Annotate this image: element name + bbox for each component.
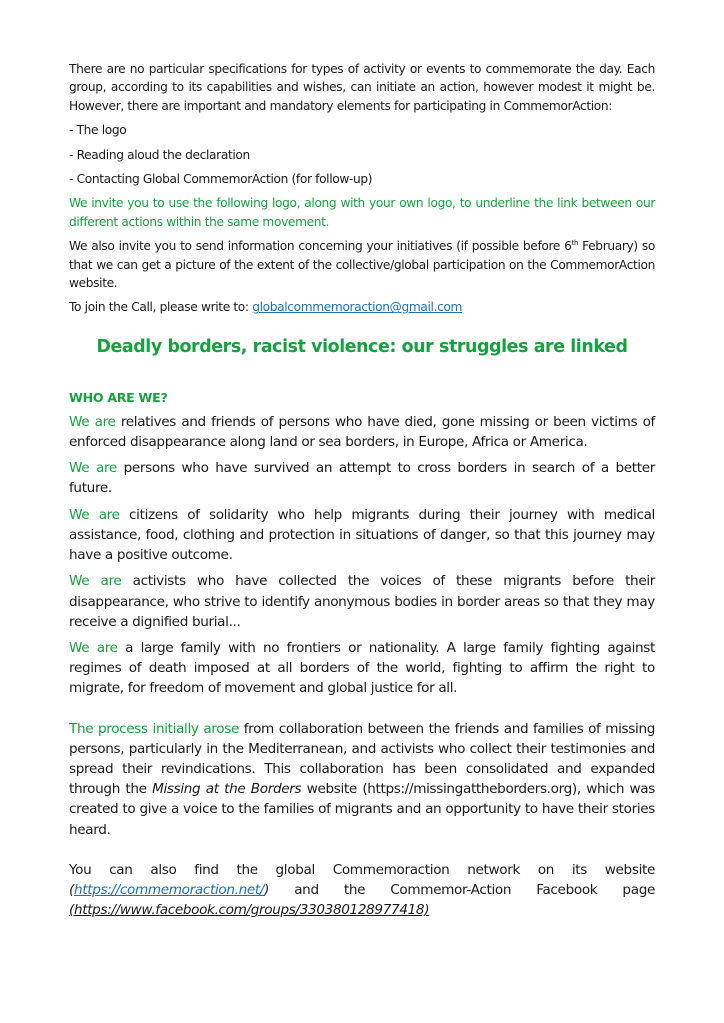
join-paragraph — [69, 298, 655, 316]
intro-paragraph: There are no particular specifications for types of activity or events to commemorate the day. Each group, according to its capabilities and wishes, can initiate an action, however modest it might be. However, there are important and mandatory elements for participating in CommemorAction: — [69, 62, 655, 113]
info-text-post: February) so that we can get a picture of the extent of the collective/global participation on the CommemorAction website. — [69, 239, 655, 291]
join-text: To join the Call, please write to: — [69, 300, 253, 315]
we-are-text: a large family with no frontiers or nationality. A large family fighting against regimes of death imposed at all borders of the world, fighting to affirm the right to migrate, for freedom of movement and global justice for all. — [69, 639, 655, 697]
paren-open: ( — [69, 881, 74, 898]
facebook-link[interactable]: (https://www.facebook.com/groups/330380128977418) — [69, 902, 430, 919]
we-are-paragraph-5 — [69, 638, 655, 699]
we-are-text: relatives and friends of persons who have died, gone missing or been victims of enforced disappearance along land or sea borders, in Europe, Africa or America. — [69, 413, 655, 451]
document-page — [69, 60, 655, 920]
network-paragraph — [69, 860, 655, 921]
network-text-mid: and the Commemor-Action Facebook page — [269, 881, 655, 898]
we-are-label: We are — [69, 413, 116, 430]
who-are-we-heading: WHO ARE WE? — [69, 389, 168, 405]
bullet-declaration: - Reading aloud the declaration — [69, 147, 250, 162]
missing-at-borders-title: Missing at the Borders — [152, 781, 302, 798]
logo-invite-paragraph: We invite you to use the following logo, along with your own logo, to underline the link between our different actions within the same movement. — [69, 196, 655, 229]
website-link[interactable]: https://commemoraction.net/ — [73, 881, 265, 898]
we-are-label: We are — [69, 573, 122, 590]
bullet-logo: - The logo — [69, 123, 127, 138]
we-are-text: activists who have collected the voices of these migrants before their disappearance, who strive to identify anonymous bodies in border areas so that they may receive a dignified burial... — [69, 573, 656, 630]
we-are-text: persons who have survived an attempt to cross borders in search of a better future. — [69, 460, 656, 497]
bullet-contacting: - Contacting Global CommemorAction (for follow-up) — [69, 172, 373, 187]
we-are-label: We are — [69, 506, 120, 523]
process-paragraph — [69, 719, 655, 840]
process-text-post: website (https://missingattheborders.org), which was created to give a voice to the families of migrants and an opportunity to have their stories heard. — [69, 781, 656, 838]
info-text-pre: We also invite you to send information concerning your initiatives (if possible before 6 — [69, 239, 572, 254]
email-link[interactable]: globalcommemoraction@gmail.com — [252, 300, 463, 315]
we-are-paragraph-2 — [69, 458, 655, 498]
process-text-pre: from collaboration between the friends and families of missing persons, particularly in the Mediterranean, and activists who collect their testimonies and spread their revindications. This collaboration has been consolidated and expanded through the — [69, 720, 655, 798]
network-text-pre: You can also find the global Commemoraction network on its website — [69, 861, 655, 878]
we-are-paragraph-1 — [69, 412, 655, 452]
process-lead: The process initially arose — [69, 720, 239, 737]
we-are-label: We are — [69, 639, 118, 656]
we-are-text: citizens of solidarity who help migrants during their journey with medical assistance, food, clothing and protection in situations of danger, so that this journey may have a positive outcome. — [69, 506, 655, 564]
we-are-paragraph-3 — [69, 505, 655, 566]
who-section — [69, 412, 655, 920]
paren-close: ) — [264, 881, 270, 898]
info-paragraph — [69, 237, 655, 292]
section-title: Deadly borders, racist violence: our struggles are linked — [96, 336, 628, 357]
we-are-paragraph-4 — [69, 571, 655, 632]
intro-section — [69, 60, 655, 317]
we-are-label: We are — [69, 460, 117, 477]
info-superscript: th — [571, 239, 579, 248]
